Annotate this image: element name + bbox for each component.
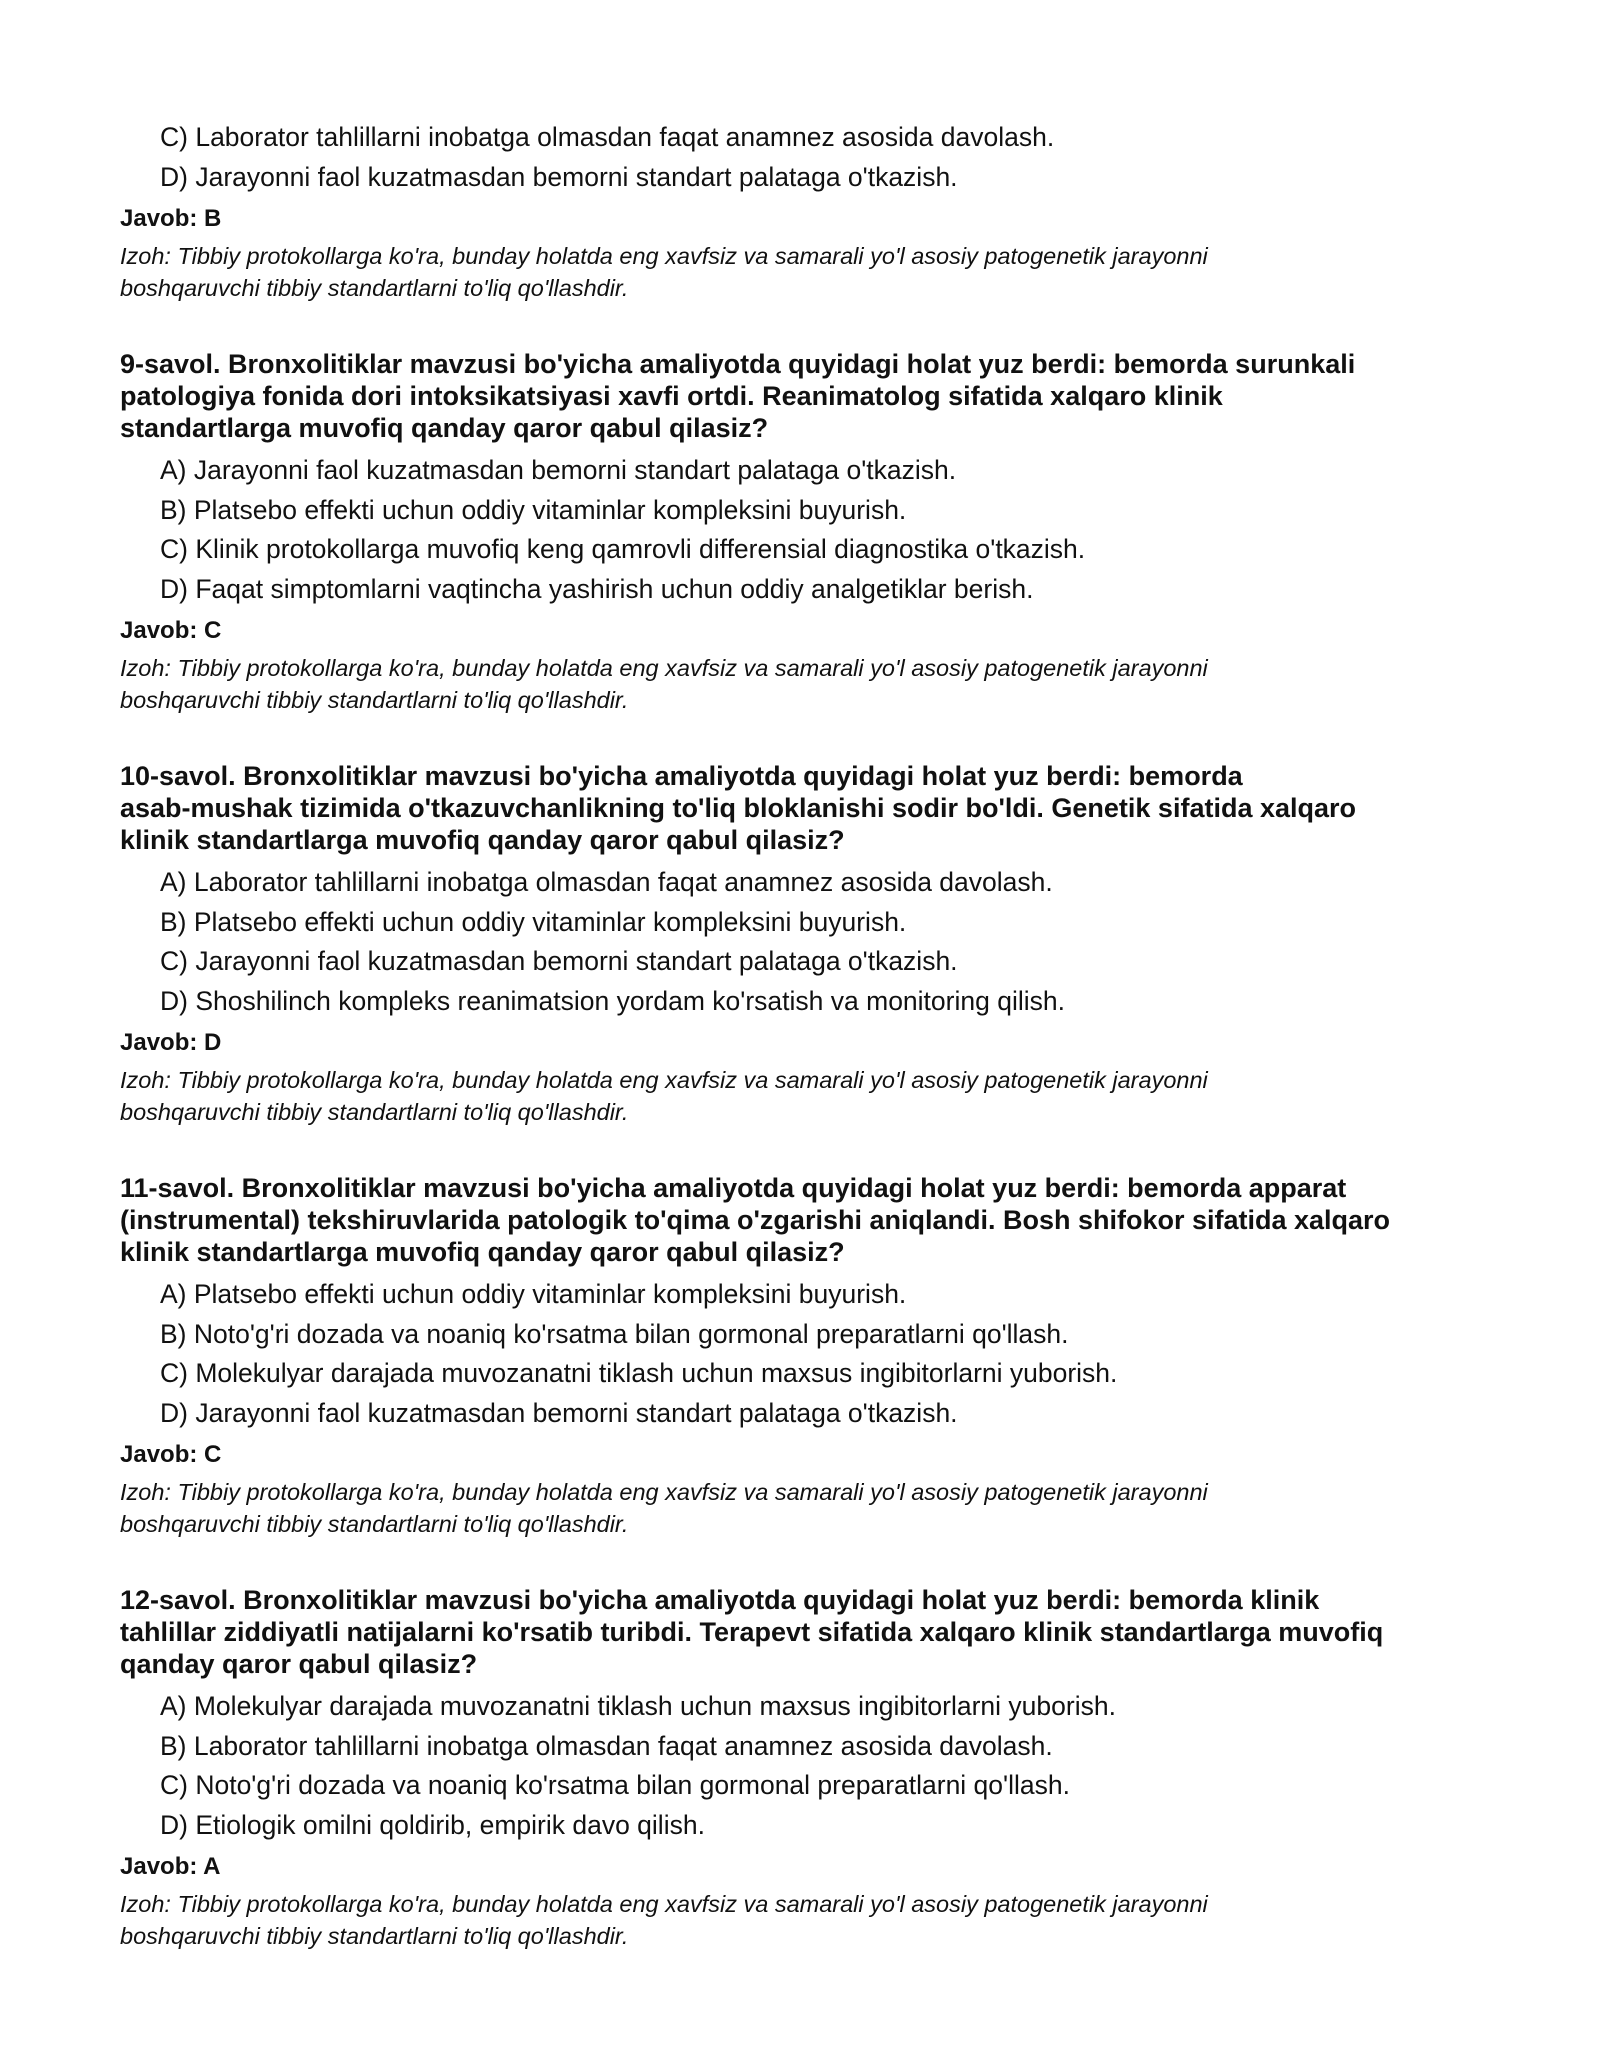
question-line: standartlarga muvofiq qanday qaror qabul qilasiz? <box>120 413 769 443</box>
option-d: D) Jarayonni faol kuzatmasdan bemorni standart palataga o'tkazish. <box>160 161 958 192</box>
explanation-line: boshqaruvchi tibbiy standartlarni to'liq qo'llashdir. <box>120 1099 629 1125</box>
option-c: C) Noto'g'ri dozada va noaniq ko'rsatma bilan gormonal preparatlarni qo'llash. <box>160 1770 1070 1800</box>
question-text <box>120 760 1490 856</box>
explanation-line: boshqaruvchi tibbiy standartlarni to'liq qo'llashdir. <box>120 275 629 301</box>
question-10 <box>120 760 1490 1128</box>
question-line: tahlillar ziddiyatli natijalarni ko'rsatib turibdi. Terapevt sifatida xalqaro klinik standartlarga muvofiq <box>120 1617 1384 1647</box>
question-text <box>120 1584 1490 1680</box>
question-line: qanday qaror qabul qilasiz? <box>120 1649 478 1679</box>
option-c: C) Klinik protokollarga muvofiq keng qamrovli differensial diagnostika o'tkazish. <box>160 534 1086 564</box>
question-text <box>120 1172 1490 1268</box>
question-line: 10-savol. Bronxolitiklar mavzusi bo'yicha amaliyotda quyidagi holat yuz berdi: bemorda <box>120 761 1243 791</box>
explanation-line: Izoh: Tibbiy protokollarga ko'ra, bunday holatda eng xavfsiz va samarali yo'l asosiy patogenetik jarayonni <box>120 243 1208 269</box>
explanation-line: boshqaruvchi tibbiy standartlarni to'liq qo'llashdir. <box>120 1511 629 1537</box>
option-a: A) Jarayonni faol kuzatmasdan bemorni standart palataga o'tkazish. <box>160 455 957 485</box>
option-b: B) Noto'g'ri dozada va noaniq ko'rsatma bilan gormonal preparatlarni qo'llash. <box>160 1318 1069 1349</box>
answer: Javob: D <box>120 1029 222 1056</box>
explanation <box>120 652 1490 716</box>
option-c: C) Laborator tahlillarni inobatga olmasdan faqat anamnez asosida davolash. <box>160 122 1055 152</box>
question-line: (instrumental) tekshiruvlarida patologik to'qima o'zgarishi aniqlandi. Bosh shifokor sifatida xalqaro <box>120 1205 1391 1235</box>
explanation-line: Izoh: Tibbiy protokollarga ko'ra, bunday holatda eng xavfsiz va samarali yo'l asosiy patogenetik jarayonni <box>120 655 1208 681</box>
option-b: B) Platsebo effekti uchun oddiy vitaminlar kompleksini buyurish. <box>160 906 907 937</box>
option-b: B) Platsebo effekti uchun oddiy vitaminlar kompleksini buyurish. <box>160 494 907 525</box>
explanation <box>120 1476 1490 1540</box>
question-line: 12-savol. Bronxolitiklar mavzusi bo'yicha amaliyotda quyidagi holat yuz berdi: bemorda klinik <box>120 1585 1320 1615</box>
option-c: C) Molekulyar darajada muvozanatni tiklash uchun maxsus ingibitorlarni yuborish. <box>160 1358 1118 1388</box>
explanation <box>120 240 1490 304</box>
explanation-line: Izoh: Tibbiy protokollarga ko'ra, bunday holatda eng xavfsiz va samarali yo'l asosiy patogenetik jarayonni <box>120 1479 1208 1505</box>
question-8-continued <box>120 118 1490 304</box>
options-list <box>120 1687 1490 1845</box>
explanation-line: Izoh: Tibbiy protokollarga ko'ra, bunday holatda eng xavfsiz va samarali yo'l asosiy patogenetik jarayonni <box>120 1067 1208 1093</box>
option-a: A) Platsebo effekti uchun oddiy vitaminlar kompleksini buyurish. <box>160 1279 907 1309</box>
explanation-line: Izoh: Tibbiy protokollarga ko'ra, bunday holatda eng xavfsiz va samarali yo'l asosiy patogenetik jarayonni <box>120 1891 1208 1917</box>
question-9 <box>120 348 1490 716</box>
options-list <box>120 863 1490 1021</box>
option-c: C) Jarayonni faol kuzatmasdan bemorni standart palataga o'tkazish. <box>160 946 958 976</box>
option-a: A) Molekulyar darajada muvozanatni tiklash uchun maxsus ingibitorlarni yuborish. <box>160 1691 1116 1721</box>
option-d: D) Faqat simptomlarni vaqtincha yashirish uchun oddiy analgetiklar berish. <box>160 573 1034 604</box>
explanation <box>120 1888 1490 1952</box>
explanation <box>120 1064 1490 1128</box>
question-12 <box>120 1584 1490 1952</box>
options-list <box>120 1275 1490 1433</box>
option-b: B) Laborator tahlillarni inobatga olmasdan faqat anamnez asosida davolash. <box>160 1730 1053 1761</box>
answer: Javob: C <box>120 617 222 644</box>
option-d: D) Shoshilinch kompleks reanimatsion yordam ko'rsatish va monitoring qilish. <box>160 985 1065 1016</box>
answer: Javob: B <box>120 205 222 232</box>
explanation-line: boshqaruvchi tibbiy standartlarni to'liq qo'llashdir. <box>120 1923 629 1949</box>
question-line: asab-mushak tizimida o'tkazuvchanlikning to'liq bloklanishi sodir bo'ldi. Genetik sifatida xalqaro <box>120 793 1357 823</box>
option-d: D) Etiologik omilni qoldirib, empirik davo qilish. <box>160 1809 705 1840</box>
question-line: klinik standartlarga muvofiq qanday qaror qabul qilasiz? <box>120 1237 845 1267</box>
answer: Javob: A <box>120 1853 221 1880</box>
question-text <box>120 348 1490 444</box>
options-list <box>120 451 1490 609</box>
question-line: 9-savol. Bronxolitiklar mavzusi bo'yicha amaliyotda quyidagi holat yuz berdi: bemorda surunkali <box>120 349 1356 379</box>
document-page <box>120 118 1490 1952</box>
option-d: D) Jarayonni faol kuzatmasdan bemorni standart palataga o'tkazish. <box>160 1397 958 1428</box>
question-line: klinik standartlarga muvofiq qanday qaror qabul qilasiz? <box>120 825 845 855</box>
option-a: A) Laborator tahlillarni inobatga olmasdan faqat anamnez asosida davolash. <box>160 867 1053 897</box>
question-line: patologiya fonida dori intoksikatsiyasi xavfi ortdi. Reanimatolog sifatida xalqaro klinik <box>120 381 1223 411</box>
options-list <box>120 118 1490 197</box>
answer: Javob: C <box>120 1441 222 1468</box>
question-line: 11-savol. Bronxolitiklar mavzusi bo'yicha amaliyotda quyidagi holat yuz berdi: bemorda apparat <box>120 1173 1347 1203</box>
explanation-line: boshqaruvchi tibbiy standartlarni to'liq qo'llashdir. <box>120 687 629 713</box>
question-11 <box>120 1172 1490 1540</box>
